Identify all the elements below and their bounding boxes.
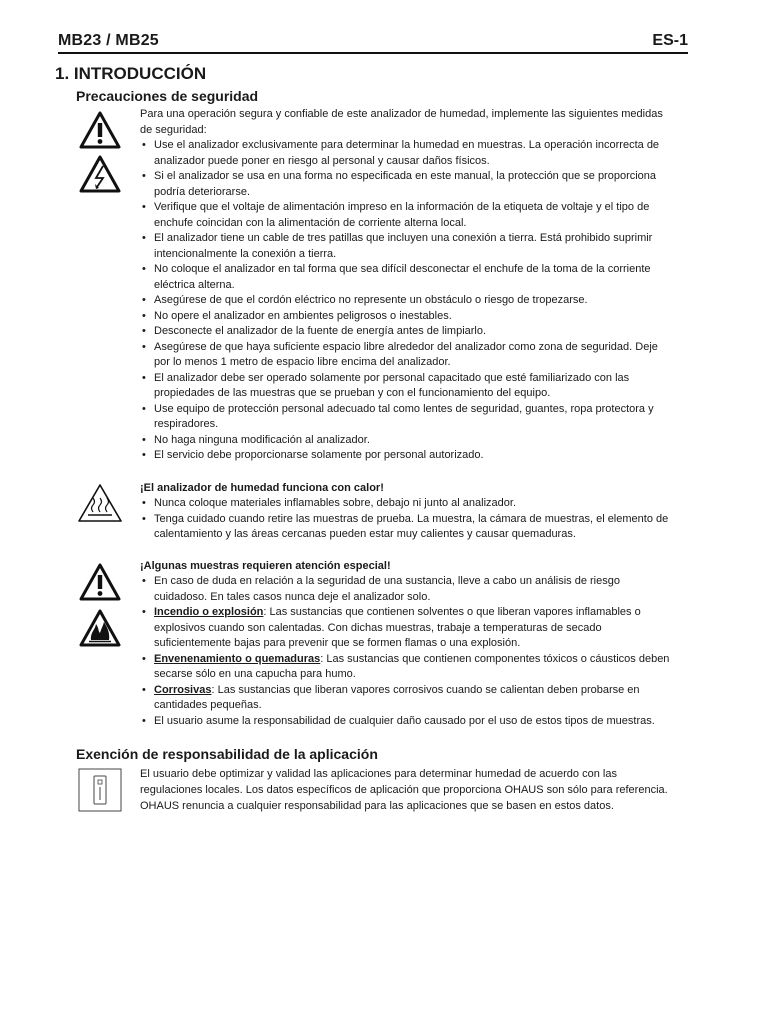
section-title: 1. INTRODUCCIÓN xyxy=(55,64,207,83)
model-name: MB23 / MB25 xyxy=(58,32,159,49)
list-item xyxy=(140,605,670,652)
heat-heading: ¡El analizador de humedad funciona con calor! xyxy=(140,482,384,494)
disclaimer-text: El usuario debe optimizar y validad las aplicaciones para determinar humedad de acuerdo con las regulaciones locales. Los datos específicos de aplicación que proporciona OHAUS son sólo para referencia. OHAUS renuncia a cualquier responsabilidad para las aplicaciones que se basen en estos datos. xyxy=(140,768,668,812)
poison-term: Envenenamiento o quemaduras xyxy=(154,652,321,665)
list-item: • No haga ninguna modificación al analizador. xyxy=(140,433,670,449)
corrosive-term: Corrosivas xyxy=(154,683,212,696)
list-item: • Use equipo de protección personal adecuado tal como lentes de seguridad, guantes, ropa protectora y respiradores. xyxy=(140,402,670,433)
corrosive-text: : Las sustancias que liberan vapores corrosivos cuando se calientan deben probarse en cantidades pequeñas. xyxy=(154,683,640,711)
list-item: • Desconecte el analizador de la fuente de energía antes de limpiarlo. xyxy=(140,324,670,340)
list-item: • El analizador tiene un cable de tres patillas que incluyen una conexión a tierra. Está prohibido suprimir intencionalmente la conexión a tierra. xyxy=(140,231,670,262)
heat-block xyxy=(140,480,670,543)
list-item: • Asegúrese de que haya suficiente espacio libre alrededor del analizador como zona de seguridad. Deje por lo menos 1 metro de espacio libre encima del analizador. xyxy=(140,340,670,371)
safety-list xyxy=(140,138,670,464)
flammable-icon xyxy=(78,608,122,648)
list-item: • Tenga cuidado cuando retire las muestras de prueba. La muestra, la cámara de muestras, el elemento de calentamiento y las áreas cercanas pueden estar muy calientes y causar quemaduras. xyxy=(140,512,670,543)
special-heading: ¡Algunas muestras requieren atención especial! xyxy=(140,560,391,572)
special-block xyxy=(140,558,670,729)
electric-shock-icon xyxy=(78,154,122,194)
list-item xyxy=(140,683,670,714)
safety-heading: Precauciones de seguridad xyxy=(76,88,259,104)
info-book-icon xyxy=(78,768,122,812)
warning-triangle-icon xyxy=(78,110,122,150)
poison-text: : Las sustancias que contienen componentes tóxicos o cáusticos deben secarse sólo en una capucha para humo. xyxy=(154,652,670,680)
page-header xyxy=(58,30,688,54)
list-item: • No opere el analizador en ambientes peligrosos o inestables. xyxy=(140,309,670,325)
list-item: • Asegúrese de que el cordón eléctrico no represente un obstáculo o riesgo de tropezarse. xyxy=(140,293,670,309)
list-item xyxy=(140,652,670,683)
list-item: • Verifique que el voltaje de alimentación impreso en la información de la etiqueta de voltaje y el tipo de enchufe coincidan con la alimentación de corriente alterna local. xyxy=(140,200,670,231)
list-item: • Use el analizador exclusivamente para determinar la humedad en muestras. La operación incorrecta de analizador puede poner en riesgo al personal y causar daños físicos. xyxy=(140,138,670,169)
disclaimer-heading: Exención de responsabilidad de la aplicación xyxy=(76,746,378,762)
list-item: • No coloque el analizador en tal forma que sea difícil desconectar el enchufe de la toma de la corriente eléctrica alterna. xyxy=(140,262,670,293)
disclaimer-block xyxy=(140,766,670,814)
safety-block xyxy=(140,106,670,464)
fire-term: Incendio o explosión xyxy=(154,606,264,618)
heat-list xyxy=(140,496,670,543)
page-number: ES-1 xyxy=(652,32,688,49)
list-item: • El usuario asume la responsabilidad de cualquier daño causado por el uso de estos tipos de muestras. xyxy=(140,714,670,730)
list-item: • El analizador debe ser operado solamente por personal capacitado que esté familiarizado con las propiedades de las muestras que se prueban y con el funcionamiento del equipo. xyxy=(140,371,670,402)
list-item: • Nunca coloque materiales inflamables sobre, debajo ni junto al analizador. xyxy=(140,496,670,512)
list-item: • El servicio debe proporcionarse solamente por personal autorizado. xyxy=(140,448,670,464)
list-item: • En caso de duda en relación a la seguridad de una sustancia, lleve a cabo un análisis de riesgo cuidadoso. En tales casos nunca deje el analizador solo. xyxy=(140,574,670,605)
warning-triangle-icon xyxy=(78,562,122,602)
fire-text: : Las sustancias que contienen solventes o que liberan vapores inflamables o explosivos cuando son calentadas. Con dichas muestras, trabaje a temperaturas de secado suficientemente bajas para prevenir que se formen flamas o una explosión. xyxy=(154,606,641,649)
special-list xyxy=(140,574,670,729)
hot-surface-icon xyxy=(76,482,124,524)
safety-intro: Para una operación segura y confiable de este analizador de humedad, implemente las siguientes medidas de seguridad: xyxy=(140,108,663,136)
list-item: • Si el analizador se usa en una forma no especificada en este manual, la protección que se proporciona podría deteriorarse. xyxy=(140,169,670,200)
